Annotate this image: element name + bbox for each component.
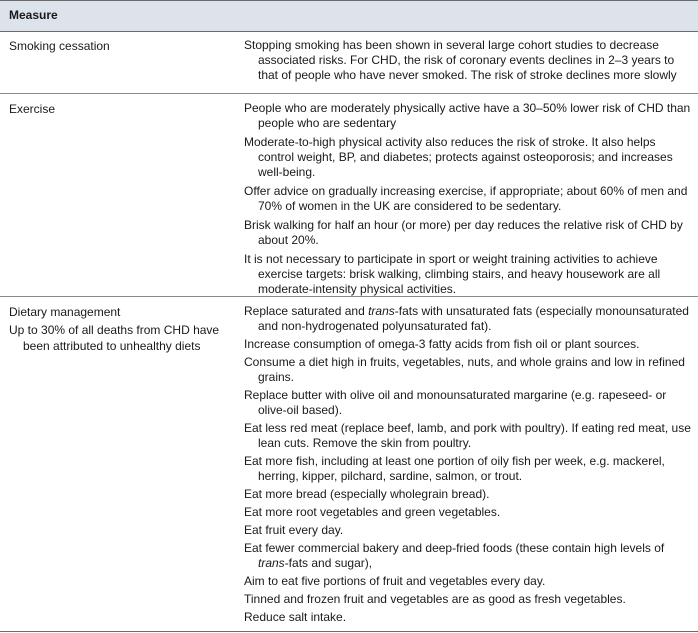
- measure-details: [244, 304, 694, 628]
- trans-term: trans: [368, 304, 395, 318]
- measure-label: Dietary management: [9, 305, 121, 319]
- measure-details: [244, 38, 694, 87]
- detail-item: Moderate-to-high physical activity also reduces the risk of stroke. It also helps control weight, BP, and diabetes; protects against osteoporosis; and increases well-being.: [244, 135, 673, 179]
- detail-item: Tinned and frozen fruit and vegetables are as good as fresh vegetables.: [244, 592, 626, 606]
- detail-item: Consume a diet high in fruits, vegetables, nuts, and whole grains and low in refined grains.: [244, 355, 685, 384]
- detail-item: Stopping smoking has been shown in several large cohort studies to decrease associated risks. For CHD, the risk of coronary events declines in 2–3 years to that of people who have never smoked. The risk of stroke declines more slowly: [244, 38, 677, 82]
- measure-label: Smoking cessation: [9, 39, 110, 53]
- detail-item: Offer advice on gradually increasing exercise, if appropriate; about 60% of men and 70% of women in the UK are considered to be sedentary.: [244, 184, 688, 213]
- measure-label: Exercise: [9, 102, 56, 116]
- detail-item: Reduce salt intake.: [244, 610, 347, 624]
- detail-item: Increase consumption of omega-3 fatty acids from fish oil or plant sources.: [244, 337, 640, 351]
- trans-term: trans: [258, 556, 285, 570]
- measure-cell: [9, 304, 229, 354]
- measure-note: Up to 30% of all deaths from CHD have been attributed to unhealthy diets: [9, 323, 220, 353]
- table-row: [0, 296, 698, 633]
- table-row: [0, 93, 698, 297]
- table-row: [0, 31, 698, 93]
- detail-item: Eat less red meat (replace beef, lamb, and pork with poultry). If eating red meat, use lean cuts. Remove the skin from poultry.: [244, 421, 691, 450]
- detail-item: Eat fewer commercial bakery and deep-fried foods (these contain high levels of trans-fats and sugar),: [244, 541, 665, 570]
- header-measure: Measure: [9, 8, 58, 22]
- table-header: [0, 0, 698, 32]
- detail-item: Brisk walking for half an hour (or more) per day reduces the relative risk of CHD by about 20%.: [244, 218, 683, 247]
- detail-item: Eat more root vegetables and green vegetables.: [244, 505, 501, 519]
- measure-details: [244, 101, 694, 301]
- detail-item: Aim to eat five portions of fruit and vegetables every day.: [244, 574, 546, 588]
- detail-item: Replace saturated and trans-fats with unsaturated fats (especially monounsaturated and non-hydrogenated polyunsaturated fat).: [244, 304, 689, 333]
- detail-item: Eat more bread (especially wholegrain bread).: [244, 487, 490, 501]
- detail-item: Eat fruit every day.: [244, 523, 344, 537]
- detail-item: People who are moderately physically active have a 30–50% lower risk of CHD than people who are sedentary: [244, 101, 691, 130]
- detail-item: Replace butter with olive oil and monounsaturated margarine (e.g. rapeseed- or olive-oil based).: [244, 388, 667, 417]
- detail-item: Eat more fish, including at least one portion of oily fish per week, e.g. mackerel, herring, kipper, pilchard, sardine, salmon, or trout.: [244, 454, 665, 483]
- detail-item: It is not necessary to participate in sport or weight training activities to achieve exercise targets: brisk walking, climbing stairs, and heavy housework are all moderate-intensity physical activities.: [244, 252, 661, 296]
